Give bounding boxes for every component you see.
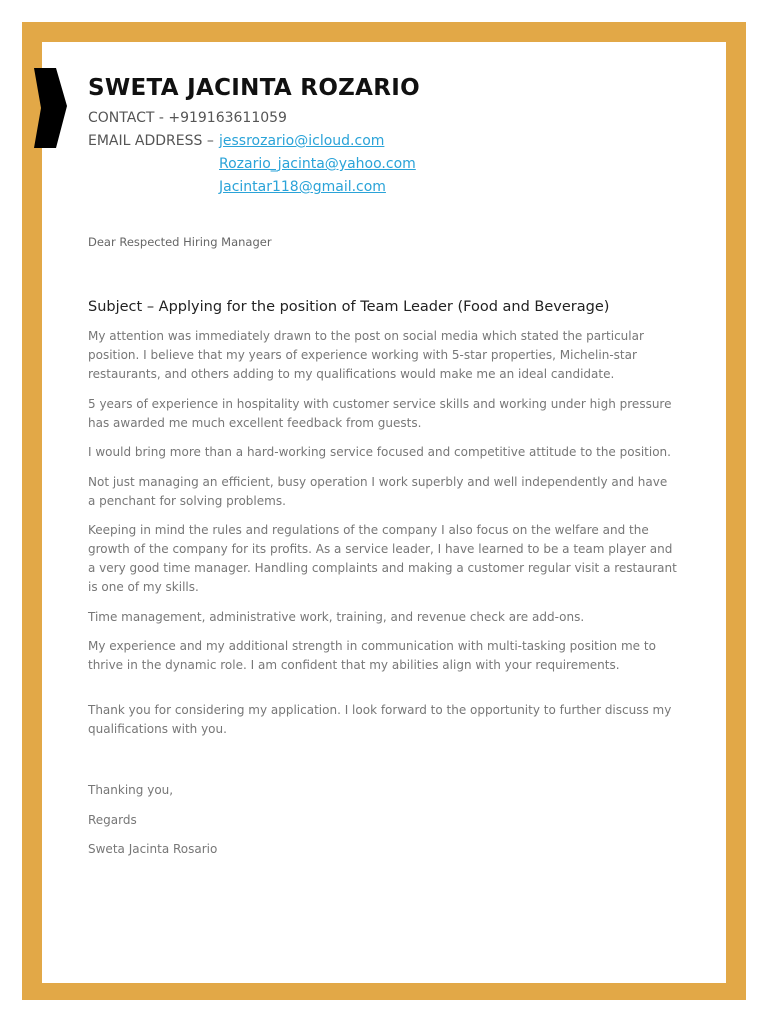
signature-name: Sweta Jacinta Rosario [88, 842, 218, 856]
email-link-yahoo[interactable]: Rozario_jacinta@yahoo.com [219, 156, 416, 172]
email-link-gmail[interactable]: Jacintar118@gmail.com [219, 179, 386, 195]
greeting: Dear Respected Hiring Manager [88, 235, 272, 249]
subject-line: Subject – Applying for the position of Team Leader (Food and Beverage) [88, 299, 610, 315]
email-label: EMAIL ADDRESS – [88, 133, 214, 149]
body-paragraph: My experience and my additional strength in communication with multi-tasking position me to thrive in the dynamic role. I am confident that my abilities align with your requirements. [88, 639, 656, 672]
body-paragraph: Time management, administrative work, training, and revenue check are add-ons. [88, 609, 585, 624]
applicant-name: SWETA JACINTA ROZARIO [88, 75, 420, 101]
regards-line: Regards [88, 813, 137, 827]
body-paragraph: My attention was immediately drawn to the post on social media which stated the particular position. I believe that my years of experience working with 5-star properties, Michelin-star restaurants, and others adding to my qualifications would make me an ideal candidate. [88, 329, 644, 381]
body-paragraph: 5 years of experience in hospitality with customer service skills and working under high pressure has awarded me much excellent feedback from guests. [88, 396, 672, 430]
letter-body [88, 327, 678, 686]
bookmark-tab-icon [32, 68, 68, 148]
thanking-line: Thanking you, [88, 783, 174, 797]
body-paragraph: I would bring more than a hard-working service focused and competitive attitude to the position. [88, 445, 671, 459]
email-link-icloud[interactable]: jessrozario@icloud.com [219, 133, 385, 149]
body-paragraph: Keeping in mind the rules and regulations of the company I also focus on the welfare and the growth of the company for its profits. As a service leader, I have learned to be a team player and a very good time manager. Handling complaints and making a customer regular visit a restaurant is one of my skills. [88, 523, 677, 594]
body-paragraph: Not just managing an efficient, busy operation I work superbly and well independently and have a penchant for solving problems. [88, 474, 668, 508]
closing-paragraph: Thank you for considering my application. I look forward to the opportunity to further discuss my qualifications with you. [88, 703, 672, 736]
contact-phone: CONTACT - +919163611059 [88, 110, 287, 126]
